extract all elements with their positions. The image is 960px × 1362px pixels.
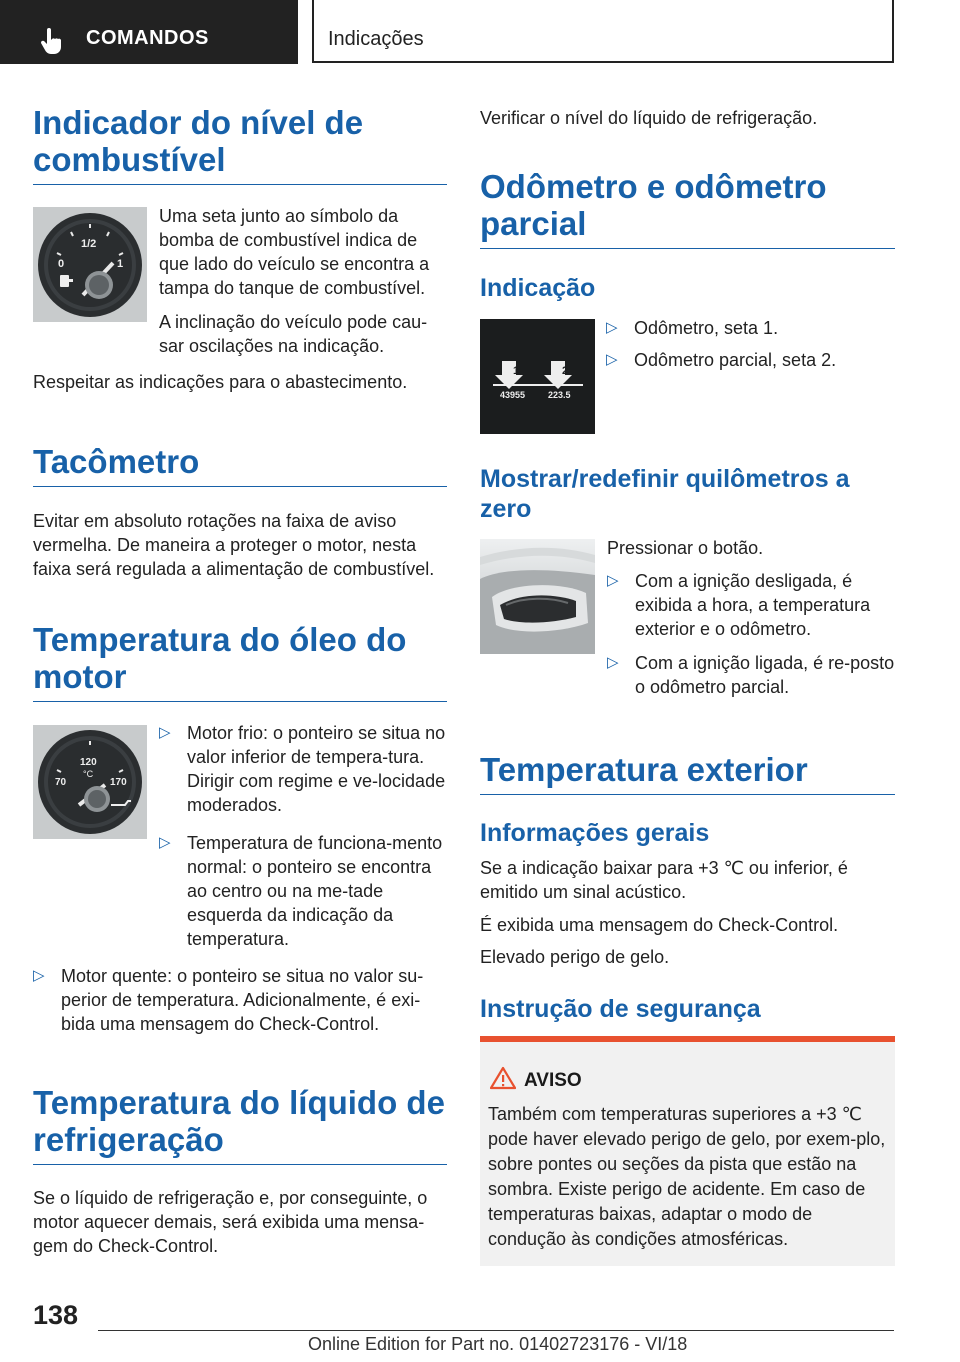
ext-para-2: É exibida uma mensagem do Check-Control. [480,915,839,935]
triangle-bullet-icon: ▷ [606,351,618,368]
footer-divider [98,1330,894,1331]
hand-pointer-icon [40,28,64,56]
triangle-bullet-icon: ▷ [159,834,171,851]
breadcrumb [312,0,894,63]
oil-gauge-image [33,725,147,839]
oil-gauge-unit: °C [83,769,94,779]
reset-button-image [480,539,595,654]
gauge-zero-label: 0 [58,258,65,270]
warning-triangle-icon [490,1066,516,1090]
ext-para-3: Elevado perigo de gelo. [480,947,670,967]
triangle-bullet-icon: ▷ [33,967,45,984]
fuel-gauge-image [33,207,147,322]
gauge-full-label: 1 [117,258,124,270]
oil-heading: Temperatura do óleo do motor [33,621,447,702]
page-number: 138 [33,1300,79,1330]
warning-body: Também com temperaturas superiores a +3 ℃ pode haver elevado perigo de gelo, por exem-plo, sobre pontes ou seções da pista que estão na sombra. Existe perigo de acidente. Em caso de temperaturas baixas, adaptar o modo de condução às condições atmosféricas. [488,1104,886,1249]
arrow-1-label: 1 [513,365,520,377]
edition-text: Online Edition for Part no. 01402723176 - VI/18 [308,1334,688,1354]
tacho-heading: Tacômetro [33,443,447,487]
reset-subheading: Mostrar/redefinir quilômetros a zero [480,465,850,523]
triangle-bullet-icon: ▷ [606,319,618,336]
odometer-display-image [480,319,595,434]
warning-box [480,1036,895,1266]
section-tab[interactable] [0,0,298,64]
fuel-para-2: A inclinação do veículo pode cau-sar oscilações na indicação. [159,312,428,356]
arrow-2-label: 2 [562,365,569,377]
coolant-continued: Verificar o nível do líquido de refrigeração. [480,108,818,128]
ext-para-1: Se a indicação baixar para +3 ℃ ou inferior, é emitido um sinal acústico. [480,858,848,902]
gauge-half-label: 1/2 [81,238,97,250]
triangle-bullet-icon: ▷ [607,654,619,671]
warning-title: AVISO [524,1070,582,1091]
trip-value: 223.5 [548,390,571,400]
section-tab-label: COMANDOS [86,27,209,49]
tacho-para: Evitar em absoluto rotações na faixa de aviso vermelha. De maneira a proteger o motor, nesta faixa será regulada a alimentação de combustível. [33,511,435,579]
oil-gauge-mid: 120 [80,757,97,768]
fuel-para-3: Respeitar as indicações para o abastecimento. [33,372,408,392]
coolant-para: Se o líquido de refrigeração e, por conseguinte, o motor aquecer demais, será exibida uma mensa-gem do Check-Control. [33,1188,428,1256]
odometer-heading: Odômetro e odômetro parcial [480,168,895,249]
oil-gauge-high: 170 [110,777,127,788]
oil-gauge-low: 70 [55,777,67,788]
indicacao-subheading: Indicação [480,274,596,302]
general-info-subheading: Informações gerais [480,819,710,847]
coolant-heading: Temperatura do líquido de refrigeração [33,1084,447,1165]
safety-subheading: Instrução de segurança [480,995,761,1023]
fuel-gauge-heading: Indicador do nível de combustível [33,104,447,185]
exterior-temp-heading: Temperatura exterior [480,751,895,795]
fuel-para-1: Uma seta junto ao símbolo da bomba de combustível indica de que lado do veículo se encontra a tampa do tanque de combustível. [159,206,430,298]
triangle-bullet-icon: ▷ [159,724,171,741]
reset-para: Pressionar o botão. [607,538,764,558]
breadcrumb-label: Indicações [328,28,424,50]
odometer-value: 43955 [500,390,526,400]
triangle-bullet-icon: ▷ [607,572,619,589]
